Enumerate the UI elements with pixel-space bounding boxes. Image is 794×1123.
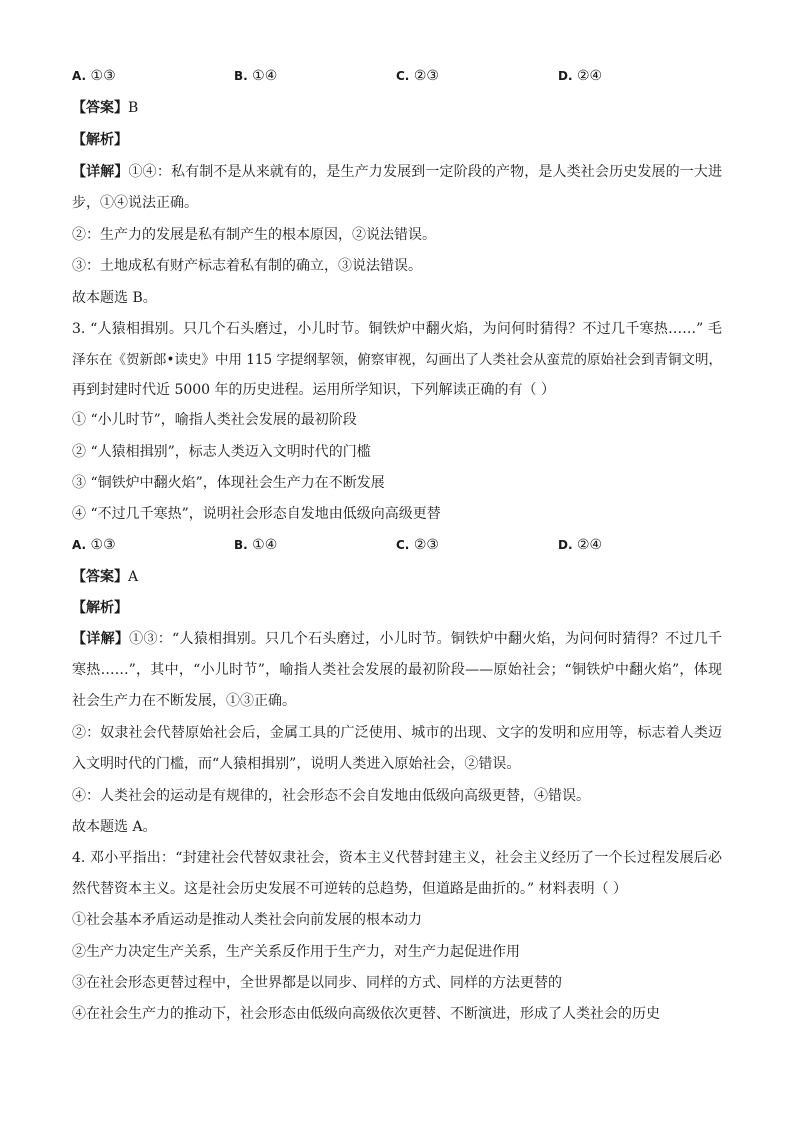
q2-option-d: D. ②④ — [558, 68, 603, 84]
q2-detail-line-5: 故本题选 B。 — [72, 290, 157, 306]
q4-statement-2: ②生产力决定生产关系，生产关系反作用于生产力，对生产力起促进作用 — [72, 944, 520, 960]
q3-option-d: D. ②④ — [558, 537, 603, 553]
q2-detail-line-3: ②：生产力的发展是私有制产生的根本原因，②说法错误。 — [72, 227, 436, 243]
q2-options — [72, 66, 722, 86]
q4-statement-1: ①社会基本矛盾运动是推动人类社会向前发展的根本动力 — [72, 912, 422, 928]
q3-analysis-tag: 【解析】 — [72, 600, 128, 616]
q3-detail-line-1: 【详解】①③：“人猿相揖别。只几个石头磨过，小儿时节。铜铁炉中翻火焰，为问何时猜得？不过几千 — [72, 631, 723, 647]
q3-stem-line-2: 泽东在《贺新郎•读史》中用 115 字提纲挈领，俯察审视，勾画出了人类社会从蛮荒的原始社会到青铜文明， — [72, 352, 722, 368]
q4-statement-3: ③在社会形态更替过程中，全世界都是以同步、同样的方式、同样的方法更替的 — [72, 975, 562, 991]
q3-detail-line-5: 入文明时代的门槛，而“人猿相揖别”，说明人类进入原始社会，②错误。 — [72, 756, 521, 772]
q3-detail-line-6: ④：人类社会的运动是有规律的，社会形态不会自发地由低级向高级更替，④错误。 — [72, 788, 590, 804]
q3-statement-2: ② “人猿相揖别”，标志人类迈入文明时代的门槛 — [72, 444, 371, 460]
q3-option-a: A. ①③ — [72, 537, 116, 553]
q4-stem-line-2: 然代替资本主义。这是社会历史发展不可逆转的总趋势，但道路是曲折的。” 材料表明（ ） — [72, 881, 628, 897]
q2-option-c: C. ②③ — [396, 68, 439, 84]
q2-option-a: A. ①③ — [72, 68, 116, 84]
q3-statement-3: ③ “铜铁炉中翻火焰”，体现社会生产力在不断发展 — [72, 475, 385, 491]
q3-stem-line-3: 再到封建时代近 5000 年的历史进程。运用所学知识，下列解读正确的有（ ） — [72, 382, 555, 398]
q2-detail-line-4: ③：土地成私有财产标志着私有制的确立，③说法错误。 — [72, 258, 422, 274]
q3-options — [72, 535, 722, 555]
q4-stem-line-1: 4. 邓小平指出：“封建社会代替奴隶社会，资本主义代替封建主义，社会主义经历了一个长过程发展后必 — [72, 850, 722, 866]
q3-detail-line-2: 寒热……”，其中，“小儿时节”，喻指人类社会发展的最初阶段——原始社会；“铜铁炉中翻火焰”，体现 — [72, 662, 722, 678]
q3-answer: 【答案】A — [72, 569, 139, 585]
q2-detail-line-2: 步，①④说法正确。 — [72, 195, 198, 211]
q2-analysis-tag: 【解析】 — [72, 132, 128, 148]
q3-detail-line-7: 故本题选 A。 — [72, 819, 157, 835]
q2-answer: 【答案】B — [72, 100, 139, 116]
q3-statement-1: ① “小儿时节”，喻指人类社会发展的最初阶段 — [72, 412, 357, 428]
q3-option-c: C. ②③ — [396, 537, 439, 553]
q2-detail-line-1: 【详解】①④：私有制不是从来就有的，是生产力发展到一定阶段的产物，是人类社会历史发展的一大进 — [72, 164, 723, 180]
q3-statement-4: ④ “不过几千寒热”，说明社会形态自发地由低级向高级更替 — [72, 506, 441, 522]
q4-statement-4: ④在社会生产力的推动下，社会形态由低级向高级依次更替、不断演进，形成了人类社会的历史 — [72, 1006, 660, 1022]
q3-option-b: B. ①④ — [234, 537, 278, 553]
q3-stem-line-1: 3. “人猿相揖别。只几个石头磨过，小儿时节。铜铁炉中翻火焰，为问何时猜得？不过几千寒热……” 毛 — [72, 321, 722, 337]
q2-option-b: B. ①④ — [234, 68, 278, 84]
q3-detail-line-3: 社会生产力在不断发展，①③正确。 — [72, 693, 296, 709]
q3-detail-line-4: ②：奴隶社会代替原始社会后，金属工具的广泛使用、城市的出现、文字的发明和应用等，标志着人类迈 — [72, 725, 722, 741]
